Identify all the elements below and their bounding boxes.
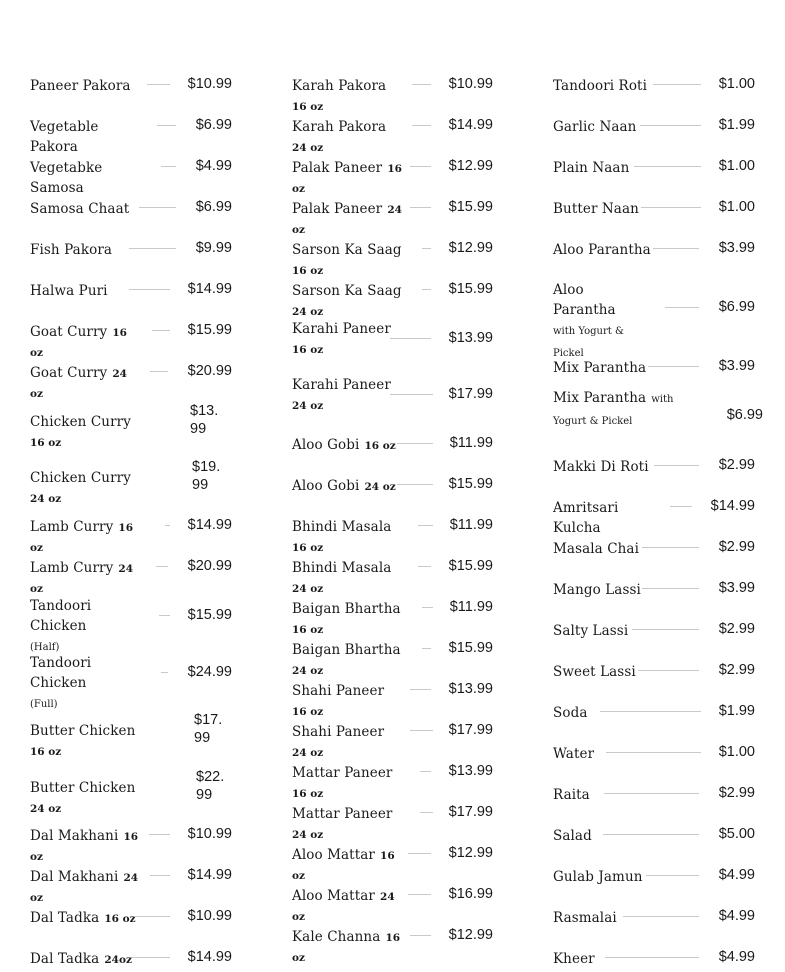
item-price: $10.99: [187, 908, 232, 924]
item-price: $12.99: [448, 927, 493, 943]
item-name-block: [292, 239, 402, 278]
item-name-block: [30, 467, 140, 506]
item-price: $15.99: [448, 476, 493, 492]
leader-line: [422, 607, 433, 608]
leader-line: [390, 338, 431, 339]
leader-line: [161, 672, 168, 673]
item-name-block: [30, 777, 140, 816]
item-price: $4.99: [195, 158, 232, 174]
item-price: $13.99: [448, 763, 493, 779]
item-name: Goat Curry: [30, 324, 108, 340]
item-name: Dal Tadka: [30, 910, 100, 926]
item-price: $14.99: [187, 517, 232, 533]
item-name-block: [553, 279, 645, 363]
item-size: 16 oz: [292, 850, 395, 882]
item-size: 16 oz: [292, 163, 402, 195]
item-name-block: [30, 595, 140, 657]
item-name: Kale Channa: [292, 929, 381, 945]
leader-line: [654, 465, 699, 466]
item-name-block: [292, 475, 396, 495]
leader-line: [165, 525, 170, 526]
item-price: $12.99: [448, 845, 493, 861]
item-price: $15.99: [448, 281, 493, 297]
item-name: Mix Parantha: [553, 360, 647, 376]
item-size: 24 oz: [30, 563, 134, 595]
leader-line: [410, 935, 431, 936]
leader-line: [420, 812, 433, 813]
item-name: Raita: [553, 787, 590, 803]
item-name: Soda: [553, 705, 588, 721]
item-price: $1.00: [718, 76, 755, 92]
item-name: Palak Paneer: [292, 201, 383, 217]
item-price: $10.99: [187, 826, 232, 842]
item-name: Shahi Paneer: [292, 683, 385, 699]
item-name: Tandoori Chicken: [30, 598, 92, 634]
leader-line: [152, 330, 170, 331]
leader-line: [139, 207, 176, 208]
item-name-block: [553, 75, 647, 95]
item-name-block: [292, 318, 391, 357]
item-price: $3.99: [718, 240, 755, 256]
item-name: Paneer Pakora: [30, 78, 131, 94]
item-price: $14.99: [187, 949, 232, 965]
item-name-block: [553, 497, 663, 537]
item-price: $2.99: [718, 457, 755, 473]
leader-line: [129, 289, 170, 290]
leader-line: [390, 394, 433, 395]
item-name-block: [30, 198, 129, 218]
item-price: $1.99: [718, 703, 755, 719]
item-name: Butter Naan: [553, 201, 639, 217]
item-name-block: [553, 579, 641, 599]
item-price: $17.99: [448, 722, 493, 738]
item-price: $10.99: [187, 76, 232, 92]
item-name-block: [30, 516, 140, 555]
item-size: 16 oz: [292, 788, 324, 800]
item-price: $12.99: [448, 158, 493, 174]
item-name: Sweet Lassi: [553, 664, 636, 680]
leader-line: [410, 207, 431, 208]
leader-line: [418, 566, 431, 567]
item-name: Sarson Ka Saag: [292, 283, 402, 299]
leader-line: [129, 248, 176, 249]
item-price: $1.00: [718, 158, 755, 174]
leader-line: [412, 84, 431, 85]
item-size: 24 oz: [364, 481, 396, 493]
item-size: 16 oz: [30, 437, 62, 449]
item-name: Aloo Parantha: [553, 282, 616, 318]
leader-line: [606, 752, 701, 753]
item-price: $2.99: [718, 539, 755, 555]
leader-line: [653, 84, 701, 85]
leader-line: [422, 289, 431, 290]
leader-line: [161, 166, 176, 167]
item-name-block: [30, 280, 108, 300]
item-size: 16 oz: [292, 624, 324, 636]
item-price: $4.99: [718, 949, 755, 965]
item-price: $2.99: [718, 785, 755, 801]
item-name: Sarson Ka Saag: [292, 242, 402, 258]
leader-line: [156, 566, 168, 567]
item-size: 16 oz: [292, 706, 324, 718]
item-price: $17.99: [448, 804, 493, 820]
item-price: $1.00: [718, 744, 755, 760]
item-name-block: [30, 652, 140, 714]
leader-line: [604, 793, 699, 794]
item-name-block: [553, 702, 587, 722]
item-size: 24oz: [104, 954, 132, 966]
item-price: $17.99: [448, 386, 493, 402]
leader-line: [646, 875, 699, 876]
leader-line: [600, 711, 701, 712]
leader-line: [623, 916, 699, 917]
item-price: $11.99: [449, 517, 493, 533]
item-price: $15.99: [187, 607, 232, 623]
item-name: Mattar Paneer: [292, 765, 393, 781]
leader-line: [641, 207, 701, 208]
item-name-block: [553, 198, 639, 218]
item-price: $6.99: [726, 407, 763, 423]
item-name: Mattar Paneer: [292, 806, 393, 822]
item-name: Salty Lassi: [553, 623, 629, 639]
item-name-block: [30, 720, 140, 759]
item-price: $19.99: [192, 459, 221, 493]
item-price: $3.99: [718, 580, 755, 596]
item-name-block: [553, 456, 649, 476]
leader-line: [422, 248, 431, 249]
item-size: 24 oz: [292, 204, 402, 236]
leader-line: [397, 443, 433, 444]
item-price: $12.99: [448, 240, 493, 256]
leader-line: [132, 957, 170, 958]
item-name: Masala Chai: [553, 541, 639, 557]
item-name-block: [553, 387, 693, 431]
item-name-block: [292, 157, 402, 196]
item-name: Vegetabke Samosa: [30, 160, 103, 196]
item-name: Butter Chicken: [30, 723, 136, 739]
item-name-block: [30, 157, 140, 197]
leader-line: [410, 730, 433, 731]
item-name-block: [292, 434, 396, 454]
item-size: 16 oz: [104, 913, 136, 925]
item-name-block: [553, 661, 636, 681]
item-price: $14.99: [187, 867, 232, 883]
item-name: Salad: [553, 828, 592, 844]
leader-line: [418, 525, 433, 526]
item-name: Mix Parantha: [553, 390, 647, 406]
item-price: $16.99: [448, 886, 493, 902]
leader-line: [422, 648, 431, 649]
item-size: 24 oz: [292, 747, 324, 759]
item-name: Tandoori Chicken: [30, 655, 92, 691]
item-name: Baigan Bhartha: [292, 601, 401, 617]
item-name: Rasmalai: [553, 910, 617, 926]
item-size: 24 oz: [292, 142, 324, 154]
item-name-block: [30, 321, 140, 360]
item-name: Aloo Mattar: [292, 847, 375, 863]
item-name-block: [292, 116, 402, 155]
item-name-block: [553, 743, 594, 763]
item-name-block: [292, 926, 402, 965]
item-size: 24 oz: [292, 400, 324, 412]
item-name: Makki Di Roti: [553, 459, 649, 475]
leader-line: [638, 670, 699, 671]
item-name: Vegetable Pakora: [30, 119, 99, 155]
item-size: 24 oz: [30, 872, 139, 904]
leader-line: [408, 853, 431, 854]
leader-line: [648, 366, 699, 367]
item-name-block: [553, 116, 636, 136]
item-name: Baigan Bhartha: [292, 642, 401, 658]
item-name-block: [292, 557, 402, 596]
leader-line: [603, 834, 699, 835]
leader-line: [640, 125, 701, 126]
item-price: $11.99: [449, 435, 493, 451]
leader-line: [150, 875, 170, 876]
item-name: Goat Curry: [30, 365, 108, 381]
item-price: $11.99: [449, 599, 493, 615]
leader-line: [410, 689, 431, 690]
item-name-block: [30, 948, 132, 968]
item-name-block: [30, 362, 140, 401]
item-name: Aloo Mattar: [292, 888, 375, 904]
item-note: (Half): [30, 642, 60, 653]
item-price: $3.99: [718, 358, 755, 374]
leader-line: [157, 125, 176, 126]
item-name: Karahi Paneer: [292, 321, 391, 337]
leader-line: [632, 629, 699, 630]
leader-line: [670, 506, 692, 507]
item-name-block: [553, 948, 595, 968]
item-name-block: [292, 762, 402, 801]
leader-line: [412, 125, 431, 126]
item-price: $4.99: [718, 867, 755, 883]
item-name-block: [553, 866, 643, 886]
leader-line: [605, 957, 699, 958]
item-name-block: [553, 825, 592, 845]
item-note: (Full): [30, 699, 58, 710]
item-size: 24 oz: [30, 493, 62, 505]
item-name-block: [292, 721, 402, 760]
item-price: $6.99: [195, 199, 232, 215]
item-name: Plain Naan: [553, 160, 630, 176]
item-price: $6.99: [718, 299, 755, 315]
item-size: 24 oz: [292, 306, 324, 318]
item-note: with Yogurt & Pickel: [553, 326, 624, 359]
item-name: Karah Pakora: [292, 78, 387, 94]
item-price: $6.99: [195, 117, 232, 133]
item-name: Lamb Curry: [30, 519, 114, 535]
item-size: 16 oz: [30, 746, 62, 758]
item-name-block: [30, 116, 140, 156]
item-price: $9.99: [195, 240, 232, 256]
item-price: $10.99: [448, 76, 493, 92]
item-price: $15.99: [187, 322, 232, 338]
item-price: $5.00: [718, 826, 755, 842]
item-size: 24 oz: [30, 368, 127, 400]
item-name: Amritsari Kulcha: [553, 500, 619, 536]
leader-line: [410, 166, 431, 167]
item-name: Butter Chicken: [30, 780, 136, 796]
item-price: $24.99: [187, 664, 232, 680]
item-name-block: [292, 885, 402, 924]
item-name: Bhindi Masala: [292, 519, 392, 535]
item-size: 16 oz: [30, 831, 139, 863]
item-price: $17.99: [194, 712, 223, 746]
item-size: 16 oz: [30, 522, 134, 554]
item-name: Aloo Gobi: [292, 437, 360, 453]
item-name-block: [292, 844, 402, 883]
item-name-block: [553, 538, 639, 558]
item-size: 16 oz: [292, 344, 324, 356]
item-size: 24 oz: [292, 665, 324, 677]
item-price: $4.99: [718, 908, 755, 924]
leader-line: [634, 166, 701, 167]
item-name-block: [30, 825, 140, 864]
item-name-block: [292, 680, 402, 719]
item-name: Halwa Puri: [30, 283, 108, 299]
item-price: $20.99: [187, 558, 232, 574]
item-name-block: [553, 907, 617, 927]
item-name: Shahi Paneer: [292, 724, 385, 740]
item-price: $15.99: [448, 558, 493, 574]
item-name-block: [292, 280, 402, 319]
item-price: $2.99: [718, 662, 755, 678]
item-name-block: [553, 620, 628, 640]
item-name: Chicken Curry: [30, 414, 131, 430]
item-name-block: [30, 75, 131, 95]
item-name: Garlic Naan: [553, 119, 637, 135]
item-name: Mango Lassi: [553, 582, 641, 598]
leader-line: [642, 588, 699, 589]
item-price: $14.99: [187, 281, 232, 297]
item-price: $1.99: [718, 117, 755, 133]
item-size: 16 oz: [292, 542, 324, 554]
item-price: $15.99: [448, 640, 493, 656]
item-price: $13.99: [190, 403, 219, 437]
item-name: Fish Pakora: [30, 242, 113, 258]
item-name: Lamb Curry: [30, 560, 114, 576]
item-size: 24 oz: [30, 803, 62, 815]
item-name-block: [292, 516, 402, 555]
item-name-block: [30, 411, 140, 450]
item-price: $14.99: [448, 117, 493, 133]
item-price: $13.99: [448, 681, 493, 697]
item-name-block: [292, 598, 402, 637]
item-name-block: [292, 75, 402, 114]
item-size: 24 oz: [292, 829, 324, 841]
item-name-block: [553, 357, 646, 377]
item-name: Tandoori Roti: [553, 78, 647, 94]
item-name-block: [292, 803, 402, 842]
item-name-block: [553, 157, 629, 177]
item-name-block: [553, 239, 651, 259]
item-price: $2.99: [718, 621, 755, 637]
item-price: $15.99: [448, 199, 493, 215]
item-price: $20.99: [187, 363, 232, 379]
leader-line: [642, 547, 699, 548]
item-name: Samosa Chaat: [30, 201, 130, 217]
leader-line: [420, 771, 431, 772]
item-name-block: [292, 639, 402, 678]
item-name-block: [30, 907, 136, 927]
item-price: $22.99: [196, 769, 225, 803]
leader-line: [134, 916, 170, 917]
leader-line: [653, 248, 699, 249]
item-price: $1.00: [718, 199, 755, 215]
item-size: 24 oz: [292, 583, 324, 595]
leader-line: [665, 307, 699, 308]
item-size: 16 oz: [292, 932, 401, 964]
item-name-block: [292, 198, 402, 237]
item-name: Chicken Curry: [30, 470, 131, 486]
item-name: Dal Makhani: [30, 828, 119, 844]
item-name-block: [30, 239, 112, 259]
leader-line: [150, 371, 168, 372]
item-name: Karahi Paneer: [292, 377, 391, 393]
item-name-block: [553, 784, 590, 804]
item-size: 24 oz: [292, 891, 395, 923]
item-name: Karah Pakora: [292, 119, 387, 135]
item-name: Bhindi Masala: [292, 560, 392, 576]
item-size: 16 oz: [364, 440, 396, 452]
leader-line: [397, 484, 433, 485]
item-name: Palak Paneer: [292, 160, 383, 176]
item-name-block: [292, 374, 391, 413]
leader-line: [408, 894, 431, 895]
item-name: Water: [553, 746, 595, 762]
item-price: $14.99: [710, 498, 755, 514]
item-name-block: [30, 866, 140, 905]
leader-line: [159, 615, 170, 616]
item-name: Aloo Parantha: [553, 242, 651, 258]
item-name: Dal Makhani: [30, 869, 119, 885]
item-name: Dal Tadka: [30, 951, 100, 967]
item-name: Aloo Gobi: [292, 478, 360, 494]
item-price: $13.99: [448, 330, 493, 346]
item-size: 16 oz: [292, 101, 324, 113]
leader-line: [149, 834, 170, 835]
item-name: Kheer: [553, 951, 595, 967]
item-note: with Yogurt & Pickel: [553, 394, 674, 427]
item-size: 16 oz: [292, 265, 324, 277]
item-name: Gulab Jamun: [553, 869, 643, 885]
item-size: 16 oz: [30, 327, 127, 359]
item-name-block: [30, 557, 140, 596]
leader-line: [147, 84, 170, 85]
